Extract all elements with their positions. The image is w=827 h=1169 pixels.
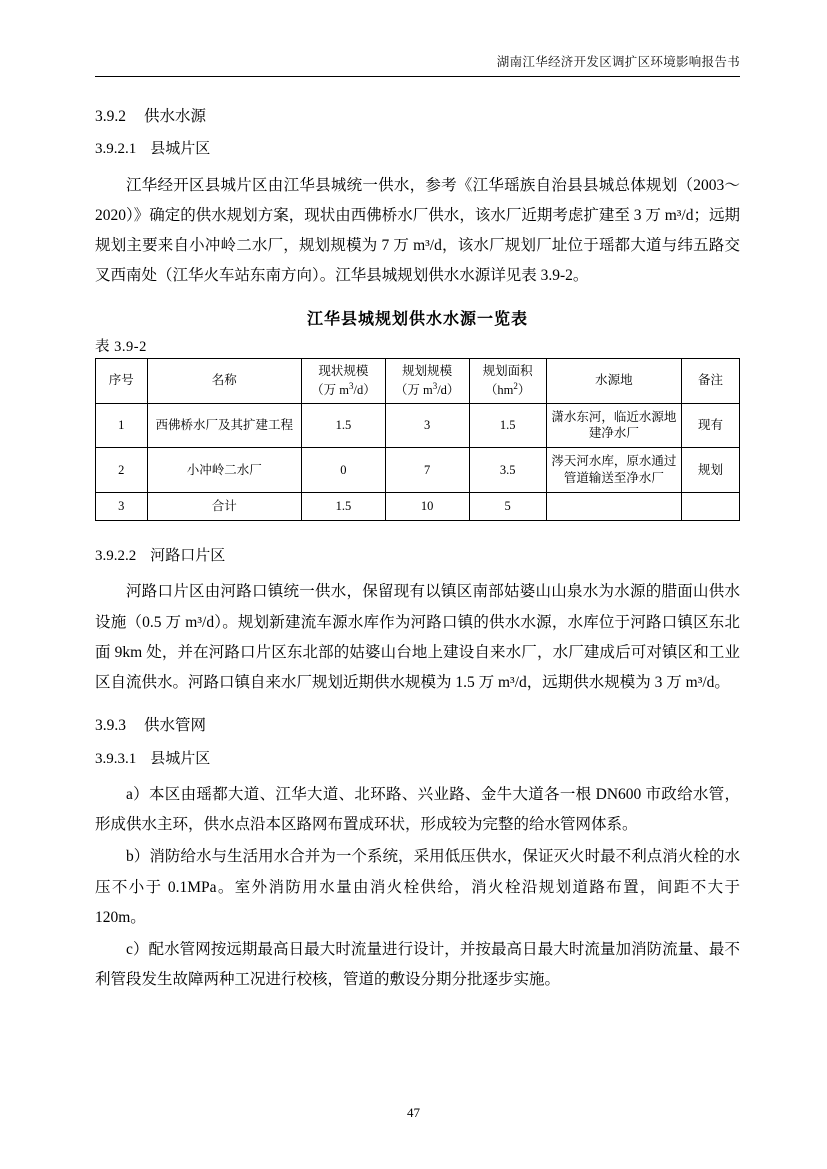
water-source-table: [95, 358, 740, 521]
th-current-scale-line1: 现状规模: [318, 363, 369, 378]
cell-current: 0: [302, 448, 386, 493]
cell-source: 涔天河水库，原水通过管道输送至净水厂: [546, 448, 681, 493]
th-name: 名称: [147, 358, 302, 403]
cell-current: 1.5: [302, 403, 386, 448]
cell-area: 5: [469, 493, 546, 521]
heading-3-9-2-number: 3.9.2: [95, 108, 126, 125]
heading-3-9-3-1: [95, 748, 740, 771]
th-no: 序号: [96, 358, 148, 403]
th-source: 水源地: [546, 358, 681, 403]
page-content: [95, 52, 740, 998]
heading-3-9-3-title: 供水管网: [144, 717, 207, 735]
th-planned-scale: [385, 358, 469, 403]
heading-3-9-2: [95, 105, 740, 128]
heading-3-9-2-1: [95, 138, 740, 161]
cell-no: 1: [96, 403, 148, 448]
table-row: [96, 403, 740, 448]
heading-3-9-3-1-title: 县城片区: [150, 750, 211, 767]
cell-remark: 现有: [682, 403, 740, 448]
cell-remark: 规划: [682, 448, 740, 493]
table-title: 江华县城规划供水水源一览表: [306, 310, 528, 328]
heading-3-9-2-2: [95, 545, 740, 568]
header-rule: [95, 76, 740, 77]
heading-3-9-2-1-title: 县城片区: [150, 141, 211, 158]
cell-source: 潇水东河，临近水源地建净水厂: [546, 403, 681, 448]
heading-3-9-3-number: 3.9.3: [95, 717, 126, 735]
cell-no: 3: [96, 493, 148, 521]
th-planned-area: [469, 358, 546, 403]
th-planned-scale-line3: /d）: [437, 382, 460, 397]
cell-name: 小冲岭二水厂: [147, 448, 302, 493]
running-header: 湖南江华经济开发区调扩区环境影响报告书: [496, 55, 740, 69]
cell-planned: 7: [385, 448, 469, 493]
paragraph-c: c）配水管网按远期最高日最大时流量进行设计，并按最高日最大时流量加消防流量、最不利管段发生故障两种工况进行校核，管道的敷设分期分批逐步实施。: [95, 941, 740, 989]
th-planned-area-line2: （hm: [484, 382, 514, 397]
table-header-row: [96, 358, 740, 403]
cell-area: 1.5: [469, 403, 546, 448]
th-current-scale-line3: /d）: [353, 382, 376, 397]
th-planned-scale-line1: 规划规模: [402, 363, 453, 378]
heading-3-9-2-2-number: 3.9.2.2: [95, 547, 137, 564]
table-row: [96, 448, 740, 493]
heading-3-9-2-title: 供水水源: [144, 108, 207, 125]
th-planned-area-line3: ）: [517, 382, 531, 397]
th-planned-scale-sup: 3: [432, 380, 438, 391]
spacer: [95, 700, 740, 714]
paragraph-helukou-water-source: 河路口片区由河路口镇统一供水，保留现有以镇区南部姑婆山山泉水为水源的腊面山供水设施（0.5 万 m³/d）。规划新建流车源水库作为河路口镇的供水水源，水库位于河路口镇区东北面 9km 处，并在河路口片区东北部的姑婆山台地上建设自来水厂，水厂建成后可对镇区和工业区自流供水。河路口镇自来水厂规划近期供水规模为 1.5 万 m³/d，远期供水规模为 3 万 m³/d。: [95, 583, 740, 692]
heading-3-9-2-2-title: 河路口片区: [150, 547, 226, 564]
cell-no: 2: [96, 448, 148, 493]
cell-source: [546, 493, 681, 521]
paragraph-county-water-source: 江华经开区县城片区由江华县城统一供水，参考《江华瑶族自治县县城总体规划（2003～2020）》确定的供水规划方案，现状由西佛桥水厂供水，该水厂近期考虑扩建至 3 万 m³/d；远期规划主要来自小冲岭二水厂，规划规模为 7 万 m³/d，该水厂规划厂址位于瑶都大道与纬五路交叉西南处（江华火车站东南方向）。江华县城规划供水水源详见表 3.9-2。: [95, 176, 740, 285]
paragraph-a: a）本区由瑶都大道、江华大道、北环路、兴业路、金牛大道各一根 DN600 市政给水管，形成供水主环，供水点沿本区路网布置成环状，形成较为完整的给水管网体系。: [95, 786, 740, 834]
cell-name: 西佛桥水厂及其扩建工程: [147, 403, 302, 448]
heading-3-9-3: [95, 714, 740, 737]
table-row: [96, 493, 740, 521]
cell-name: 合计: [147, 493, 302, 521]
cell-planned: 10: [385, 493, 469, 521]
paragraph-b: b）消防给水与生活用水合并为一个系统，采用低压供水，保证灭火时最不利点消火栓的水压不小于 0.1MPa。室外消防用水量由消火栓供给，消火栓沿规划道路布置，间距不大于 120m。: [95, 848, 740, 926]
th-planned-area-sup: 2: [513, 380, 518, 391]
th-remark: 备注: [682, 358, 740, 403]
heading-3-9-2-1-number: 3.9.2.1: [95, 141, 137, 158]
th-current-scale-sup: 3: [348, 380, 354, 391]
heading-3-9-3-1-number: 3.9.3.1: [95, 750, 137, 767]
cell-remark: [682, 493, 740, 521]
cell-area: 3.5: [469, 448, 546, 493]
th-planned-scale-line2: （万 m: [394, 382, 433, 397]
table-label: 表 3.9-2: [95, 338, 147, 355]
cell-planned: 3: [385, 403, 469, 448]
cell-current: 1.5: [302, 493, 386, 521]
th-planned-area-line1: 规划面积: [482, 363, 533, 378]
page-number: 47: [407, 1105, 420, 1120]
th-current-scale: [302, 358, 386, 403]
spacer: [95, 521, 740, 541]
th-current-scale-line2: （万 m: [311, 382, 349, 397]
